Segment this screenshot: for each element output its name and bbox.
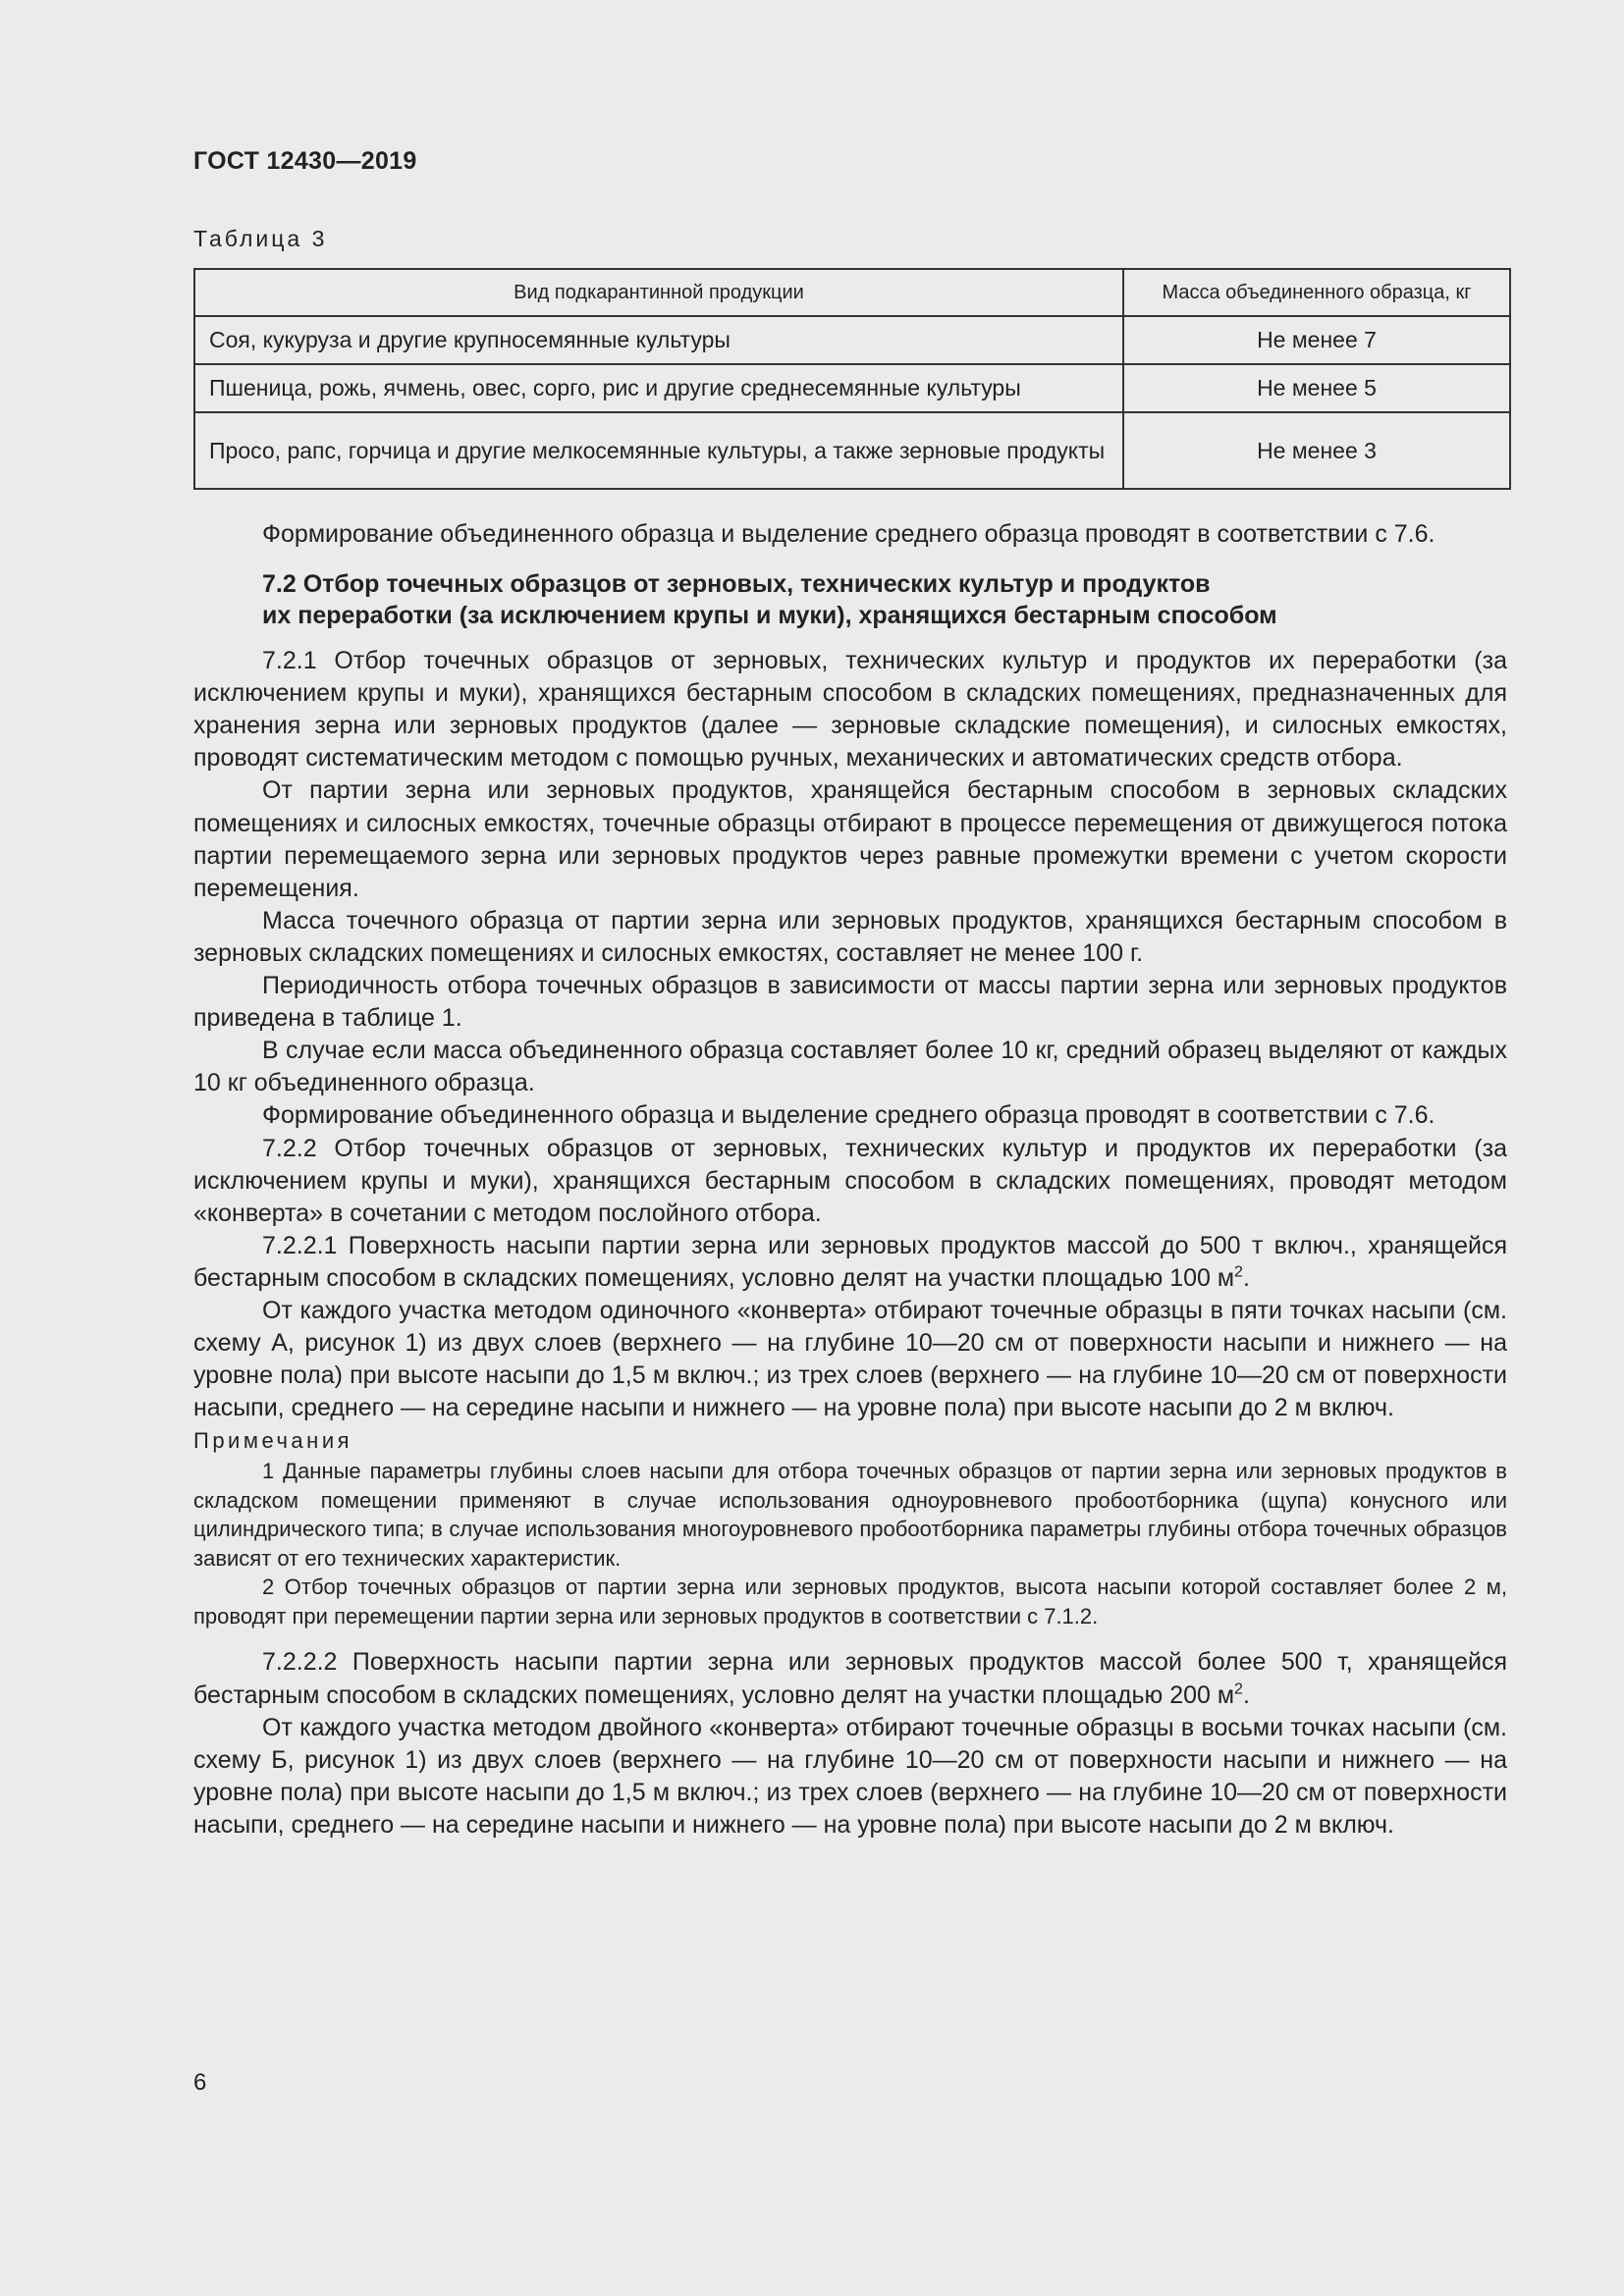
paragraph-text: . — [1242, 1681, 1250, 1709]
note: 2 Отбор точечных образцов от партии зерна или зерновых продуктов, высота насыпи которой составляет более 2 м, проводят при перемещении партии зерна или зерновых продуктов в соответствии с 7.1.2. — [193, 1575, 1507, 1629]
superscript: 2 — [1234, 1681, 1243, 1698]
table-header-cell: Масса объединенного образца, кг — [1123, 269, 1510, 316]
table-cell: Не менее 7 — [1123, 316, 1510, 364]
sample-mass-table — [193, 268, 1511, 490]
section-heading-line: их переработки (за исключением крупы и муки), хранящихся бестарным способом — [262, 602, 1277, 630]
superscript: 2 — [1234, 1263, 1243, 1281]
table-cell: Не менее 3 — [1123, 412, 1510, 489]
page-number: 6 — [193, 2069, 207, 2096]
notes-title: Примечания — [193, 1428, 353, 1454]
table-row — [194, 412, 1510, 489]
body-text — [193, 518, 1507, 1842]
section-heading — [262, 568, 1507, 631]
table-cell: Пшеница, рожь, ячмень, овес, сорго, рис и другие среднесемянные культуры — [194, 364, 1123, 412]
table-cell: Не менее 5 — [1123, 364, 1510, 412]
paragraph: От каждого участка методом двойного «конверта» отбирают точечные образцы в восьми точках насыпи (см. схему Б, рисунок 1) из двух слоев (верхнего — на глубине 10—20 см от поверхности насыпи и нижнего — на уровне пола) при высоте насыпи до 1,5 м включ.; из трех слоев (верхнего — на глубине 10—20 см от поверхности насыпи, среднего — на середине насыпи и нижнего — на уровне пола) при высоте насыпи до 2 м включ. — [193, 1713, 1507, 1839]
paragraph: В случае если масса объединенного образца составляет более 10 кг, средний образец выделяют от каждых 10 кг объединенного образца. — [193, 1037, 1507, 1097]
paragraph: 7.2.2 Отбор точечных образцов от зерновых, технических культур и продуктов их переработки (за исключением крупы и муки), хранящихся бестарным способом в складских помещениях, проводят методом «конверта» в сочетании с методом послойного отбора. — [193, 1134, 1507, 1227]
paragraph: Формирование объединенного образца и выделение среднего образца проводят в соответствии с 7.6. — [262, 520, 1435, 548]
table-header-row — [194, 269, 1510, 316]
paragraph-text: 7.2.2.2 Поверхность насыпи партии зерна или зерновых продуктов массой более 500 т, хранящейся бестарным способом в складских помещениях, условно делят на участки площадью 200 м — [193, 1648, 1507, 1709]
table-header-cell: Вид подкарантинной продукции — [194, 269, 1123, 316]
paragraph: Периодичность отбора точечных образцов в зависимости от массы партии зерна или зерновых продуктов приведена в таблице 1. — [193, 972, 1507, 1033]
paragraph-text: 7.2.2.1 Поверхность насыпи партии зерна или зерновых продуктов массой до 500 т включ., хранящейся бестарным способом в складских помещениях, условно делят на участки площадью 100 м — [193, 1231, 1507, 1292]
table-row — [194, 316, 1510, 364]
paragraph: 7.2.1 Отбор точечных образцов от зерновых, технических культур и продуктов их переработки (за исключением крупы и муки), хранящихся бестарным способом в складских помещениях, предназначенных для хранения зерна или зерновых продуктов (далее — зерновые складские помещения), и силосных емкостях, проводят систематическим методом с помощью ручных, механических и автоматических средств отбора. — [193, 647, 1507, 773]
paragraph-text: . — [1242, 1263, 1250, 1292]
paragraph: От каждого участка методом одиночного «конверта» отбирают точечные образцы в пяти точках насыпи (см. схему А, рисунок 1) из двух слоев (верхнего — на глубине 10—20 см от поверхности насыпи и нижнего — на уровне пола) при высоте насыпи до 1,5 м включ.; из трех слоев (верхнего — на глубине 10—20 см от поверхности насыпи, среднего — на середине насыпи и нижнего — на уровне пола) при высоте насыпи до 2 м включ. — [193, 1296, 1507, 1422]
document-header: ГОСТ 12430—2019 — [193, 147, 417, 175]
paragraph: Формирование объединенного образца и выделение среднего образца проводят в соответствии с 7.6. — [262, 1101, 1435, 1130]
table-cell: Соя, кукуруза и другие крупносемянные культуры — [194, 316, 1123, 364]
table-cell: Просо, рапс, горчица и другие мелкосемянные культуры, а также зерновые продукты — [194, 412, 1123, 489]
paragraph — [193, 1230, 1507, 1295]
paragraph: Масса точечного образца от партии зерна или зерновых продуктов, хранящихся бестарным способом в зерновых складских помещениях и силосных емкостях, составляет не менее 100 г. — [193, 906, 1507, 967]
table-caption: Таблица 3 — [193, 226, 328, 251]
paragraph — [193, 1646, 1507, 1711]
table-row — [194, 364, 1510, 412]
paragraph: От партии зерна или зерновых продуктов, хранящейся бестарным способом в зерновых складских помещениях и силосных емкостях, точечные образцы отбирают в процессе перемещения от движущегося потока партии перемещаемого зерна или зерновых продуктов через равные промежутки времени с учетом скорости перемещения. — [193, 776, 1507, 902]
section-heading-line: 7.2 Отбор точечных образцов от зерновых, технических культур и продуктов — [262, 570, 1211, 599]
note: 1 Данные параметры глубины слоев насыпи для отбора точечных образцов от партии зерна или зерновых продуктов в складском помещении применяют в случае использования одноуровневого пробоотборника (щупа) конусного или цилиндрического типа; в случае использования многоуровневого пробоотборника параметры глубины отбора точечных образцов зависят от его технических характеристик. — [193, 1459, 1507, 1571]
